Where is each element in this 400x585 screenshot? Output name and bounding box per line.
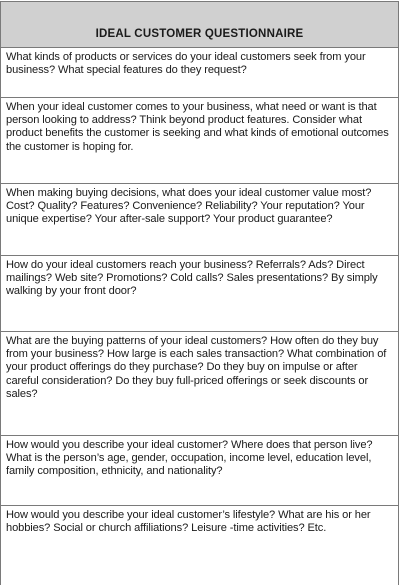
question-row: What are the buying patterns of your ideal customers? How often do they buy from your business? How large is each sales transaction? What combination of your product offerings do they purchase? Do they buy on impulse or after careful consideration? Do they buy full-priced offerings or seek discounts or sales? xyxy=(1,332,398,436)
question-row: How would you describe your ideal customer’s lifestyle? What are his or her hobbies? Social or church affiliations? Leisure -time activities? Etc. xyxy=(6,509,371,535)
questionnaire-table xyxy=(0,1,399,585)
question-row: How would you describe your ideal customer? Where does that person live? What is the person’s age, gender, occupation, income level, education level, family composition, ethnicity, and nationality? xyxy=(1,436,398,506)
question-row: When your ideal customer comes to your business, what need or want is that person looking to address? Think beyond product features. Consider what product benefits the customer is seeking and what kinds of emotional outcomes the customer is hoping for. xyxy=(1,98,398,184)
question-row: What kinds of products or services do your ideal customers seek from your business? What special features do they request? xyxy=(1,48,398,98)
question-row: When making buying decisions, what does your ideal customer value most? Cost? Quality? Features? Convenience? Reliability? Your reputation? Your unique expertise? Your after-sale support? Your product guarantee? xyxy=(1,184,398,256)
question-row: How do your ideal customers reach your business? Referrals? Ads? Direct mailings? Web site? Promotions? Cold calls? Sales presentations? By simply walking by your front door? xyxy=(1,256,398,332)
questionnaire-title: IDEAL CUSTOMER QUESTIONNAIRE xyxy=(1,1,398,48)
